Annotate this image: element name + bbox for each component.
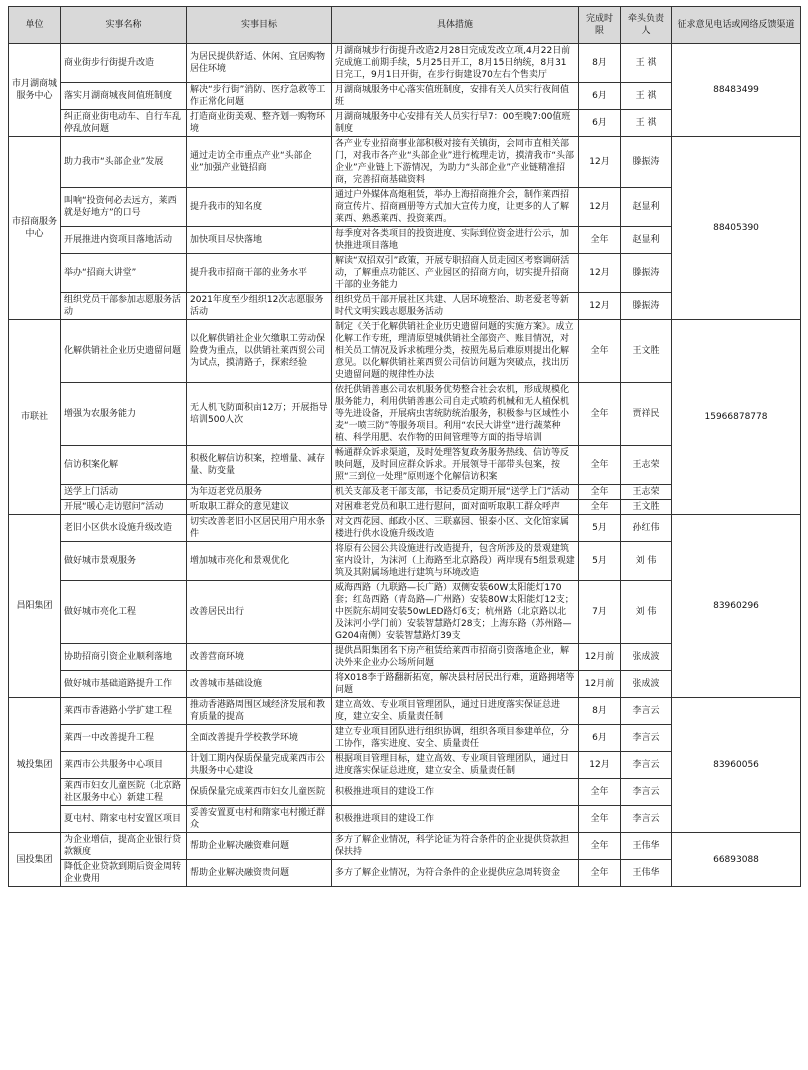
header-feedback: 征求意见电话或网络反馈渠道 [672, 7, 801, 44]
table-row [9, 137, 801, 188]
affair-measures-cell: 畅通群众诉求渠道，及时处理答复政务服务热线、信访等反映问题，及时回应群众诉求。开展领导干部带头包案，按照“三到位一处理”原则逐个化解信访积案 [332, 446, 579, 485]
lead-cell: 王志荣 [621, 485, 672, 500]
affair-measures-cell: 根据项目管理目标，建立高效、专业项目管理团队，通过日进度落实保证总进度，建立安全、质量责任制 [332, 752, 579, 779]
affair-goal-cell: 增加城市亮化和景观优化 [187, 542, 332, 581]
affair-goal-cell: 帮助企业解决融资难问题 [187, 833, 332, 860]
unit-cell: 城投集团 [9, 698, 61, 833]
deadline-cell: 5月 [579, 515, 621, 542]
table-row [9, 44, 801, 83]
deadline-cell: 12月 [579, 752, 621, 779]
affair-name-cell: 组织党员干部参加志愿服务活动 [61, 293, 187, 320]
affair-name-cell: 莱西市妇女儿童医院（北京路社区服务中心）新建工程 [61, 779, 187, 806]
affair-measures-cell: 对困难老党员和职工进行慰问，面对面听取职工群众呼声 [332, 500, 579, 515]
affair-measures-cell: 通过户外媒体高炮租赁，举办上海招商推介会，制作莱西招商宣传片、招商画册等方式加大宣传力度，让更多的人了解莱西、熟悉莱西、投资莱西。 [332, 188, 579, 227]
lead-cell: 李言云 [621, 779, 672, 806]
affair-goal-cell: 计划工期内保质保量完成莱西市公共服务中心建设 [187, 752, 332, 779]
affair-name-cell: 商业街步行街提升改造 [61, 44, 187, 83]
affair-name-cell: 莱西一中改善提升工程 [61, 725, 187, 752]
deadline-cell: 8月 [579, 44, 621, 83]
affair-measures-cell: 积极推进项目的建设工作 [332, 806, 579, 833]
affair-name-cell: 开展“暖心走访慰问”活动 [61, 500, 187, 515]
affair-name-cell: 增强为农服务能力 [61, 383, 187, 446]
affair-goal-cell: 2021年度至少组织12次志愿服务活动 [187, 293, 332, 320]
affair-name-cell: 夏屯村、隋家屯村安置区项目 [61, 806, 187, 833]
lead-cell: 王文胜 [621, 320, 672, 383]
affair-name-cell: 做好城市亮化工程 [61, 581, 187, 644]
lead-cell: 王伟华 [621, 860, 672, 887]
deadline-cell: 12月 [579, 254, 621, 293]
affair-measures-cell: 对文西花园、邮政小区、三联嘉园、银泰小区、文化馆家属楼进行供水设施升级改造 [332, 515, 579, 542]
deadline-cell: 8月 [579, 698, 621, 725]
affair-goal-cell: 帮助企业解决融资贵问题 [187, 860, 332, 887]
affair-name-cell: 降低企业贷款到期后资金周转企业费用 [61, 860, 187, 887]
affair-goal-cell: 推动香港路周围区域经济发展和教育质量的提高 [187, 698, 332, 725]
lead-cell: 王 祺 [621, 44, 672, 83]
deadline-cell: 全年 [579, 227, 621, 254]
affair-goal-cell: 提升我市招商干部的业务水平 [187, 254, 332, 293]
lead-cell: 贾祥民 [621, 383, 672, 446]
header-measures: 具体措施 [332, 7, 579, 44]
table-body [9, 44, 801, 887]
deadline-cell: 6月 [579, 110, 621, 137]
deadline-cell: 5月 [579, 542, 621, 581]
affair-name-cell: 化解供销社企业历史遗留问题 [61, 320, 187, 383]
feedback-phone-cell: 88483499 [672, 44, 801, 137]
table-row [9, 515, 801, 542]
header-unit: 单位 [9, 7, 61, 44]
feedback-phone-cell: 83960056 [672, 698, 801, 833]
lead-cell: 李言云 [621, 752, 672, 779]
affair-goal-cell: 为居民提供舒适、休闲、宜居购物居住环境 [187, 44, 332, 83]
lead-cell: 王伟华 [621, 833, 672, 860]
lead-cell: 刘 伟 [621, 581, 672, 644]
deadline-cell: 全年 [579, 833, 621, 860]
lead-cell: 滕振涛 [621, 137, 672, 188]
affair-goal-cell: 通过走访全市重点产业“头部企业”加强产业链招商 [187, 137, 332, 188]
deadline-cell: 6月 [579, 725, 621, 752]
affair-name-cell: 纠正商业街电动车、自行车乱停乱放问题 [61, 110, 187, 137]
deadline-cell: 全年 [579, 500, 621, 515]
affair-goal-cell: 改善居民出行 [187, 581, 332, 644]
affair-measures-cell: 制定《关于化解供销社企业历史遗留问题的实施方案》。成立化解工作专班，理清原望城供销社全部资产、账目情况，对相关员工情况及诉求梳理分类，按照先易后难原则提出化解意见。以化解供销社莱西贸公司信访问题为突破点，找出历史遗留问题的规律性办法 [332, 320, 579, 383]
affair-measures-cell: 将原有公园公共设施进行改造提升，包含所涉及的景观建筑室内设计，为沫河（上海路至北京路段）两岸现有5组景观建筑及其附属场地进行建筑与环境改造 [332, 542, 579, 581]
affair-measures-cell: 月湖商城服务中心落实值班制度，安排有关人员实行夜间值班 [332, 83, 579, 110]
affair-goal-cell: 保质保量完成莱西市妇女儿童医院 [187, 779, 332, 806]
deadline-cell: 全年 [579, 779, 621, 806]
deadline-cell: 12月 [579, 293, 621, 320]
header-lead: 牵头负责人 [621, 7, 672, 44]
unit-cell: 市联社 [9, 320, 61, 515]
affair-name-cell: 做好城市基础道路提升工作 [61, 671, 187, 698]
affair-measures-cell: 威海西路（九联路—长广路）双侧安装60W太阳能灯170套；红岛西路（青岛路—广州路）安装80W太阳能灯12支；中医院东胡同安装50wLED路灯6支；杭州路（北京路以北及沫河小学门前）安装智慧路灯28支；上海东路（苏州路—G204南侧）安装智慧路灯39支 [332, 581, 579, 644]
affair-name-cell: 莱西市公共服务中心项目 [61, 752, 187, 779]
lead-cell: 王 祺 [621, 83, 672, 110]
lead-cell: 张成波 [621, 671, 672, 698]
deadline-cell: 12月前 [579, 644, 621, 671]
affair-measures-cell: 机关支部及老干部支部，书记委员定期开展“送学上门”活动 [332, 485, 579, 500]
header-deadline: 完成时限 [579, 7, 621, 44]
affair-measures-cell: 依托供销善惠公司农机服务优势整合社会农机，形成规模化服务能力，利用供销善惠公司自走式喷药机械和无人植保机等先进设备，开展病虫害统防统治服务，积极参与区域性小麦“一喷三防”等服务项目。利用“农民大讲堂”进行蔬菜种植、科学用肥、农作物的田间管理等方面的指导培训 [332, 383, 579, 446]
header-row [9, 7, 801, 44]
lead-cell: 张成波 [621, 644, 672, 671]
affair-name-cell: 老旧小区供水设施升级改造 [61, 515, 187, 542]
deadline-cell: 全年 [579, 806, 621, 833]
affair-measures-cell: 提供昌阳集团名下房产租赁给莱西市招商引资落地企业，解决外来企业办公场所问题 [332, 644, 579, 671]
affair-measures-cell: 建立高效、专业项目管理团队，通过日进度落实保证总进度，建立安全、质量责任制 [332, 698, 579, 725]
deadline-cell: 6月 [579, 83, 621, 110]
deadline-cell: 全年 [579, 320, 621, 383]
lead-cell: 赵显利 [621, 188, 672, 227]
deadline-cell: 12月前 [579, 671, 621, 698]
affair-name-cell: 叫响“投资何必去远方，莱西就是好地方”的口号 [61, 188, 187, 227]
affair-name-cell: 做好城市景观服务 [61, 542, 187, 581]
affair-measures-cell: 多方了解企业情况，科学论证为符合条件的企业提供贷款担保扶持 [332, 833, 579, 860]
deadline-cell: 全年 [579, 383, 621, 446]
deadline-cell: 全年 [579, 485, 621, 500]
header-goal: 实事目标 [187, 7, 332, 44]
lead-cell: 赵显利 [621, 227, 672, 254]
affair-goal-cell: 积极化解信访积案，控增量、减存量、防变量 [187, 446, 332, 485]
affair-measures-cell: 每季度对各类项目的投资进度、实际到位资金进行公示，加快推进项目落地 [332, 227, 579, 254]
feedback-phone-cell: 83960296 [672, 515, 801, 698]
affair-measures-cell: 月湖商城步行街提升改造2月28日完成发改立项,4月22日前完成施工前期手续，5月25日开工，8月15日纳统，8月31日完工，9月1日开街，在步行街建设70左右个售卖厅 [332, 44, 579, 83]
affair-measures-cell: 各产业专业招商事业部积极对接有关镇街，会同市直相关部门，对我市各产业“头部企业”进行梳理走访，摸清我市“头部企业”产业链上下游情况，为助力“头部企业”产业链精准招商，完善招商基础资料 [332, 137, 579, 188]
lead-cell: 李言云 [621, 806, 672, 833]
deadline-cell: 全年 [579, 860, 621, 887]
affair-measures-cell: 解读“双招双引”政策，开展专职招商人员走园区考察调研活动，了解重点功能区、产业园区的招商方向，切实提升招商干部的业务能力 [332, 254, 579, 293]
affair-name-cell: 为企业增信，提高企业银行贷款额度 [61, 833, 187, 860]
affair-name-cell: 开展推进内资项目落地活动 [61, 227, 187, 254]
header-name: 实事名称 [61, 7, 187, 44]
unit-cell: 市月湖商城服务中心 [9, 44, 61, 137]
unit-cell: 昌阳集团 [9, 515, 61, 698]
table-row [9, 320, 801, 383]
lead-cell: 王文胜 [621, 500, 672, 515]
affair-measures-cell: 将X018李于路翻新拓宽，解决县村居民出行难，道路拥堵等问题 [332, 671, 579, 698]
affair-goal-cell: 无人机飞防面积亩12万；开展指导培训500人次 [187, 383, 332, 446]
affairs-table [8, 6, 801, 887]
affair-name-cell: 莱西市香港路小学扩建工程 [61, 698, 187, 725]
affair-measures-cell: 建立专业项目团队进行组织协调，组织各项目参建单位，分工协作，落实进度、安全、质量责任 [332, 725, 579, 752]
affair-name-cell: 举办“招商大讲堂” [61, 254, 187, 293]
deadline-cell: 12月 [579, 137, 621, 188]
lead-cell: 滕振涛 [621, 293, 672, 320]
affair-goal-cell: 切实改善老旧小区居民用户用水条件 [187, 515, 332, 542]
affair-goal-cell: 以化解供销社企业欠缴职工劳动保险费为重点，以供销社莱西贸公司为试点，摸清路子，探索经验 [187, 320, 332, 383]
deadline-cell: 7月 [579, 581, 621, 644]
lead-cell: 刘 伟 [621, 542, 672, 581]
deadline-cell: 全年 [579, 446, 621, 485]
lead-cell: 孙红伟 [621, 515, 672, 542]
affair-goal-cell: 妥善安置夏屯村和隋家屯村搬迁群众 [187, 806, 332, 833]
feedback-phone-cell: 88405390 [672, 137, 801, 320]
deadline-cell: 12月 [579, 188, 621, 227]
affair-goal-cell: 改善城市基础设施 [187, 671, 332, 698]
unit-cell: 国投集团 [9, 833, 61, 887]
affair-goal-cell: 加快项目尽快落地 [187, 227, 332, 254]
affair-goal-cell: 改善营商环境 [187, 644, 332, 671]
table-row [9, 698, 801, 725]
affair-goal-cell: 为年迈老党员服务 [187, 485, 332, 500]
lead-cell: 王志荣 [621, 446, 672, 485]
affair-measures-cell: 积极推进项目的建设工作 [332, 779, 579, 806]
affair-name-cell: 助力我市“头部企业”发展 [61, 137, 187, 188]
affair-goal-cell: 全面改善提升学校教学环境 [187, 725, 332, 752]
affair-name-cell: 信访积案化解 [61, 446, 187, 485]
affair-goal-cell: 提升我市的知名度 [187, 188, 332, 227]
feedback-phone-cell: 66893088 [672, 833, 801, 887]
unit-cell: 市招商服务中心 [9, 137, 61, 320]
affair-name-cell: 送学上门活动 [61, 485, 187, 500]
affair-goal-cell: 解决“步行街”消防、医疗急救等工作正常化问题 [187, 83, 332, 110]
lead-cell: 李言云 [621, 725, 672, 752]
table-row [9, 833, 801, 860]
feedback-phone-cell: 15966878778 [672, 320, 801, 515]
affair-measures-cell: 多方了解企业情况，为符合条件的企业提供应急周转资金 [332, 860, 579, 887]
affair-goal-cell: 打造商业街美观、整齐划一购物环境 [187, 110, 332, 137]
affair-name-cell: 落实月湖商城夜间值班制度 [61, 83, 187, 110]
affair-goal-cell: 听取职工群众的意见建议 [187, 500, 332, 515]
affair-measures-cell: 月湖商城服务中心安排有关人员实行早7：00至晚7:00值班制度 [332, 110, 579, 137]
lead-cell: 李言云 [621, 698, 672, 725]
affair-name-cell: 协助招商引资企业顺利落地 [61, 644, 187, 671]
lead-cell: 王 祺 [621, 110, 672, 137]
lead-cell: 滕振涛 [621, 254, 672, 293]
affair-measures-cell: 组织党员干部开展社区共建、人居环境整治、助老爱老等新时代文明实践志愿服务活动 [332, 293, 579, 320]
